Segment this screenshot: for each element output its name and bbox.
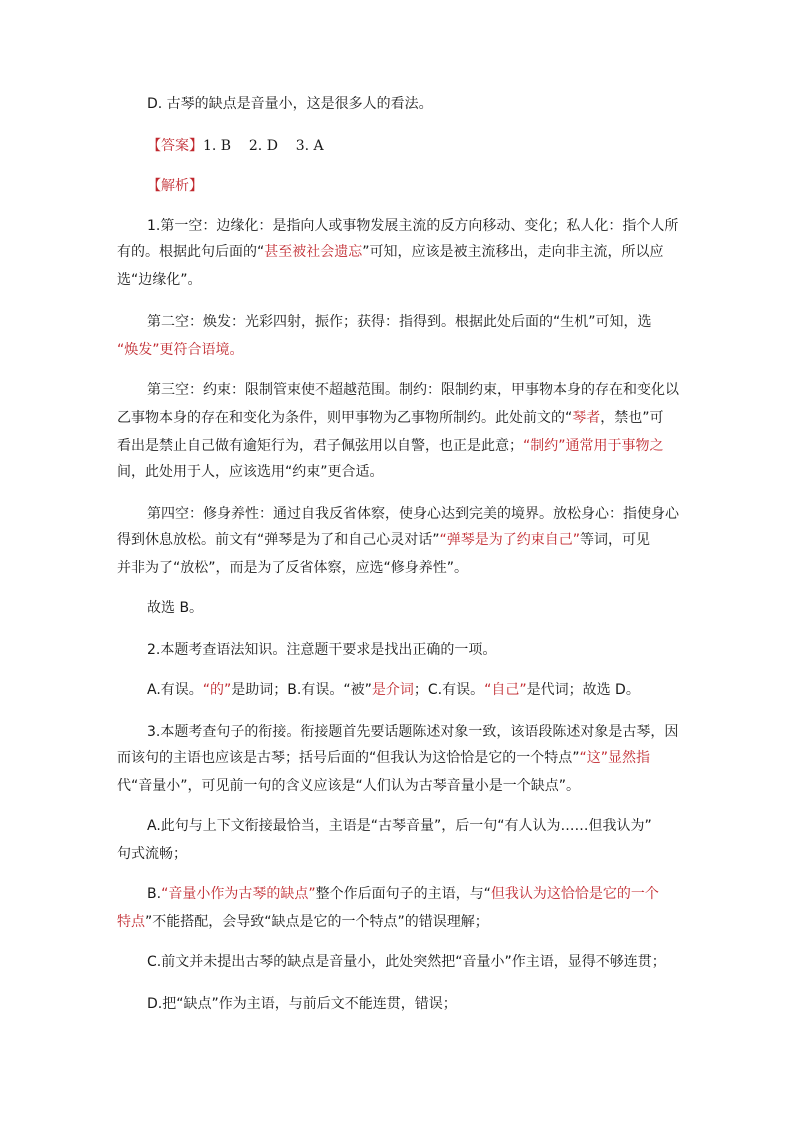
analysis-line: 2.本题考查语法知识。注意题干要求是找出正确的一项。 <box>147 642 497 658</box>
analysis-line: 故选 B。 <box>147 600 204 616</box>
analysis-line: 第三空：约束：限制管束使不超越范围。制约：限制约束，甲事物本身的存在和变化以 <box>147 382 679 398</box>
analysis-line: 有的。根据此句后面的“甚至被社会遗忘”可知，应该是被主流移出，走向非主流，所以应 <box>117 244 664 260</box>
analysis-line: A.此句与上下文衔接最恰当，主语是“古琴音量”，后一句“有人认为……但我认为” <box>147 818 652 834</box>
analysis-line: 间，此处用于人，应该选用“约束”更合适。 <box>117 464 384 480</box>
analysis-line: 选“边缘化”。 <box>117 272 202 288</box>
analysis-line: 句式流畅； <box>117 846 187 862</box>
analysis-line: 3.本题考查句子的衔接。衔接题首先要话题陈述对象一致，该语段陈述对象是古琴，因 <box>147 724 679 740</box>
option-d-line: D. 古琴的缺点是音量小，这是很多人的看法。 <box>147 96 433 112</box>
analysis-line: “焕发”更符合语境。 <box>117 342 244 358</box>
analysis-line: 1.第一空：边缘化：是指向人或事物发展主流的反方向移动、变化；私人化：指个人所 <box>147 218 679 234</box>
analysis-line: 看出是禁止自己做有逾矩行为，君子佩弦用以自警，也正是此意；“制约”通常用于事物之 <box>117 438 664 454</box>
analysis-heading: 【解析】 <box>147 178 203 194</box>
analysis-line: 而该句的主语也应该是古琴；括号后面的“但我认为这恰恰是它的一个特点”“这”显然指 <box>117 750 651 766</box>
analysis-line: 得到休息放松。前文有“弹琴是为了和自己心灵对话”“弹琴是为了约束自己”等词，可见 <box>117 532 651 548</box>
answer-line: 【答案】1. B 2. D 3. A <box>147 138 324 154</box>
analysis-line: 第二空：焕发：光彩四射，振作；获得：指得到。根据此处后面的“生机”可知，选 <box>147 314 652 330</box>
analysis-line: 并非为了“放松”，而是为了反省体察，应选“修身养性”。 <box>117 560 469 576</box>
analysis-line: A.有误。“的”是助词；B.有误。“被”是介词；C.有误。“自己”是代词；故选 D。 <box>147 682 640 698</box>
analysis-line: 乙事物本身的存在和变化为条件，则甲事物为乙事物所制约。此处前文的“琴者，禁也”可 <box>117 410 664 426</box>
analysis-line: 特点”不能搭配，会导致“缺点是它的一个特点”的错误理解； <box>117 914 489 930</box>
analysis-line: 第四空：修身养性：通过自我反省体察，使身心达到完美的境界。放松身心：指使身心 <box>147 506 679 522</box>
analysis-line: B.“音量小作为古琴的缺点”整个作后面句子的主语，与“但我认为这恰恰是它的一个 <box>147 886 659 902</box>
analysis-line: C.前文并未提出古琴的缺点是音量小，此处突然把“音量小”作主语，显得不够连贯； <box>147 954 666 970</box>
analysis-line: D.把“缺点”作为主语，与前后文不能连贯，错误； <box>147 996 457 1012</box>
analysis-line: 代“音量小”，可见前一句的含义应该是“人们认为古琴音量小是一个缺点”。 <box>117 778 581 794</box>
